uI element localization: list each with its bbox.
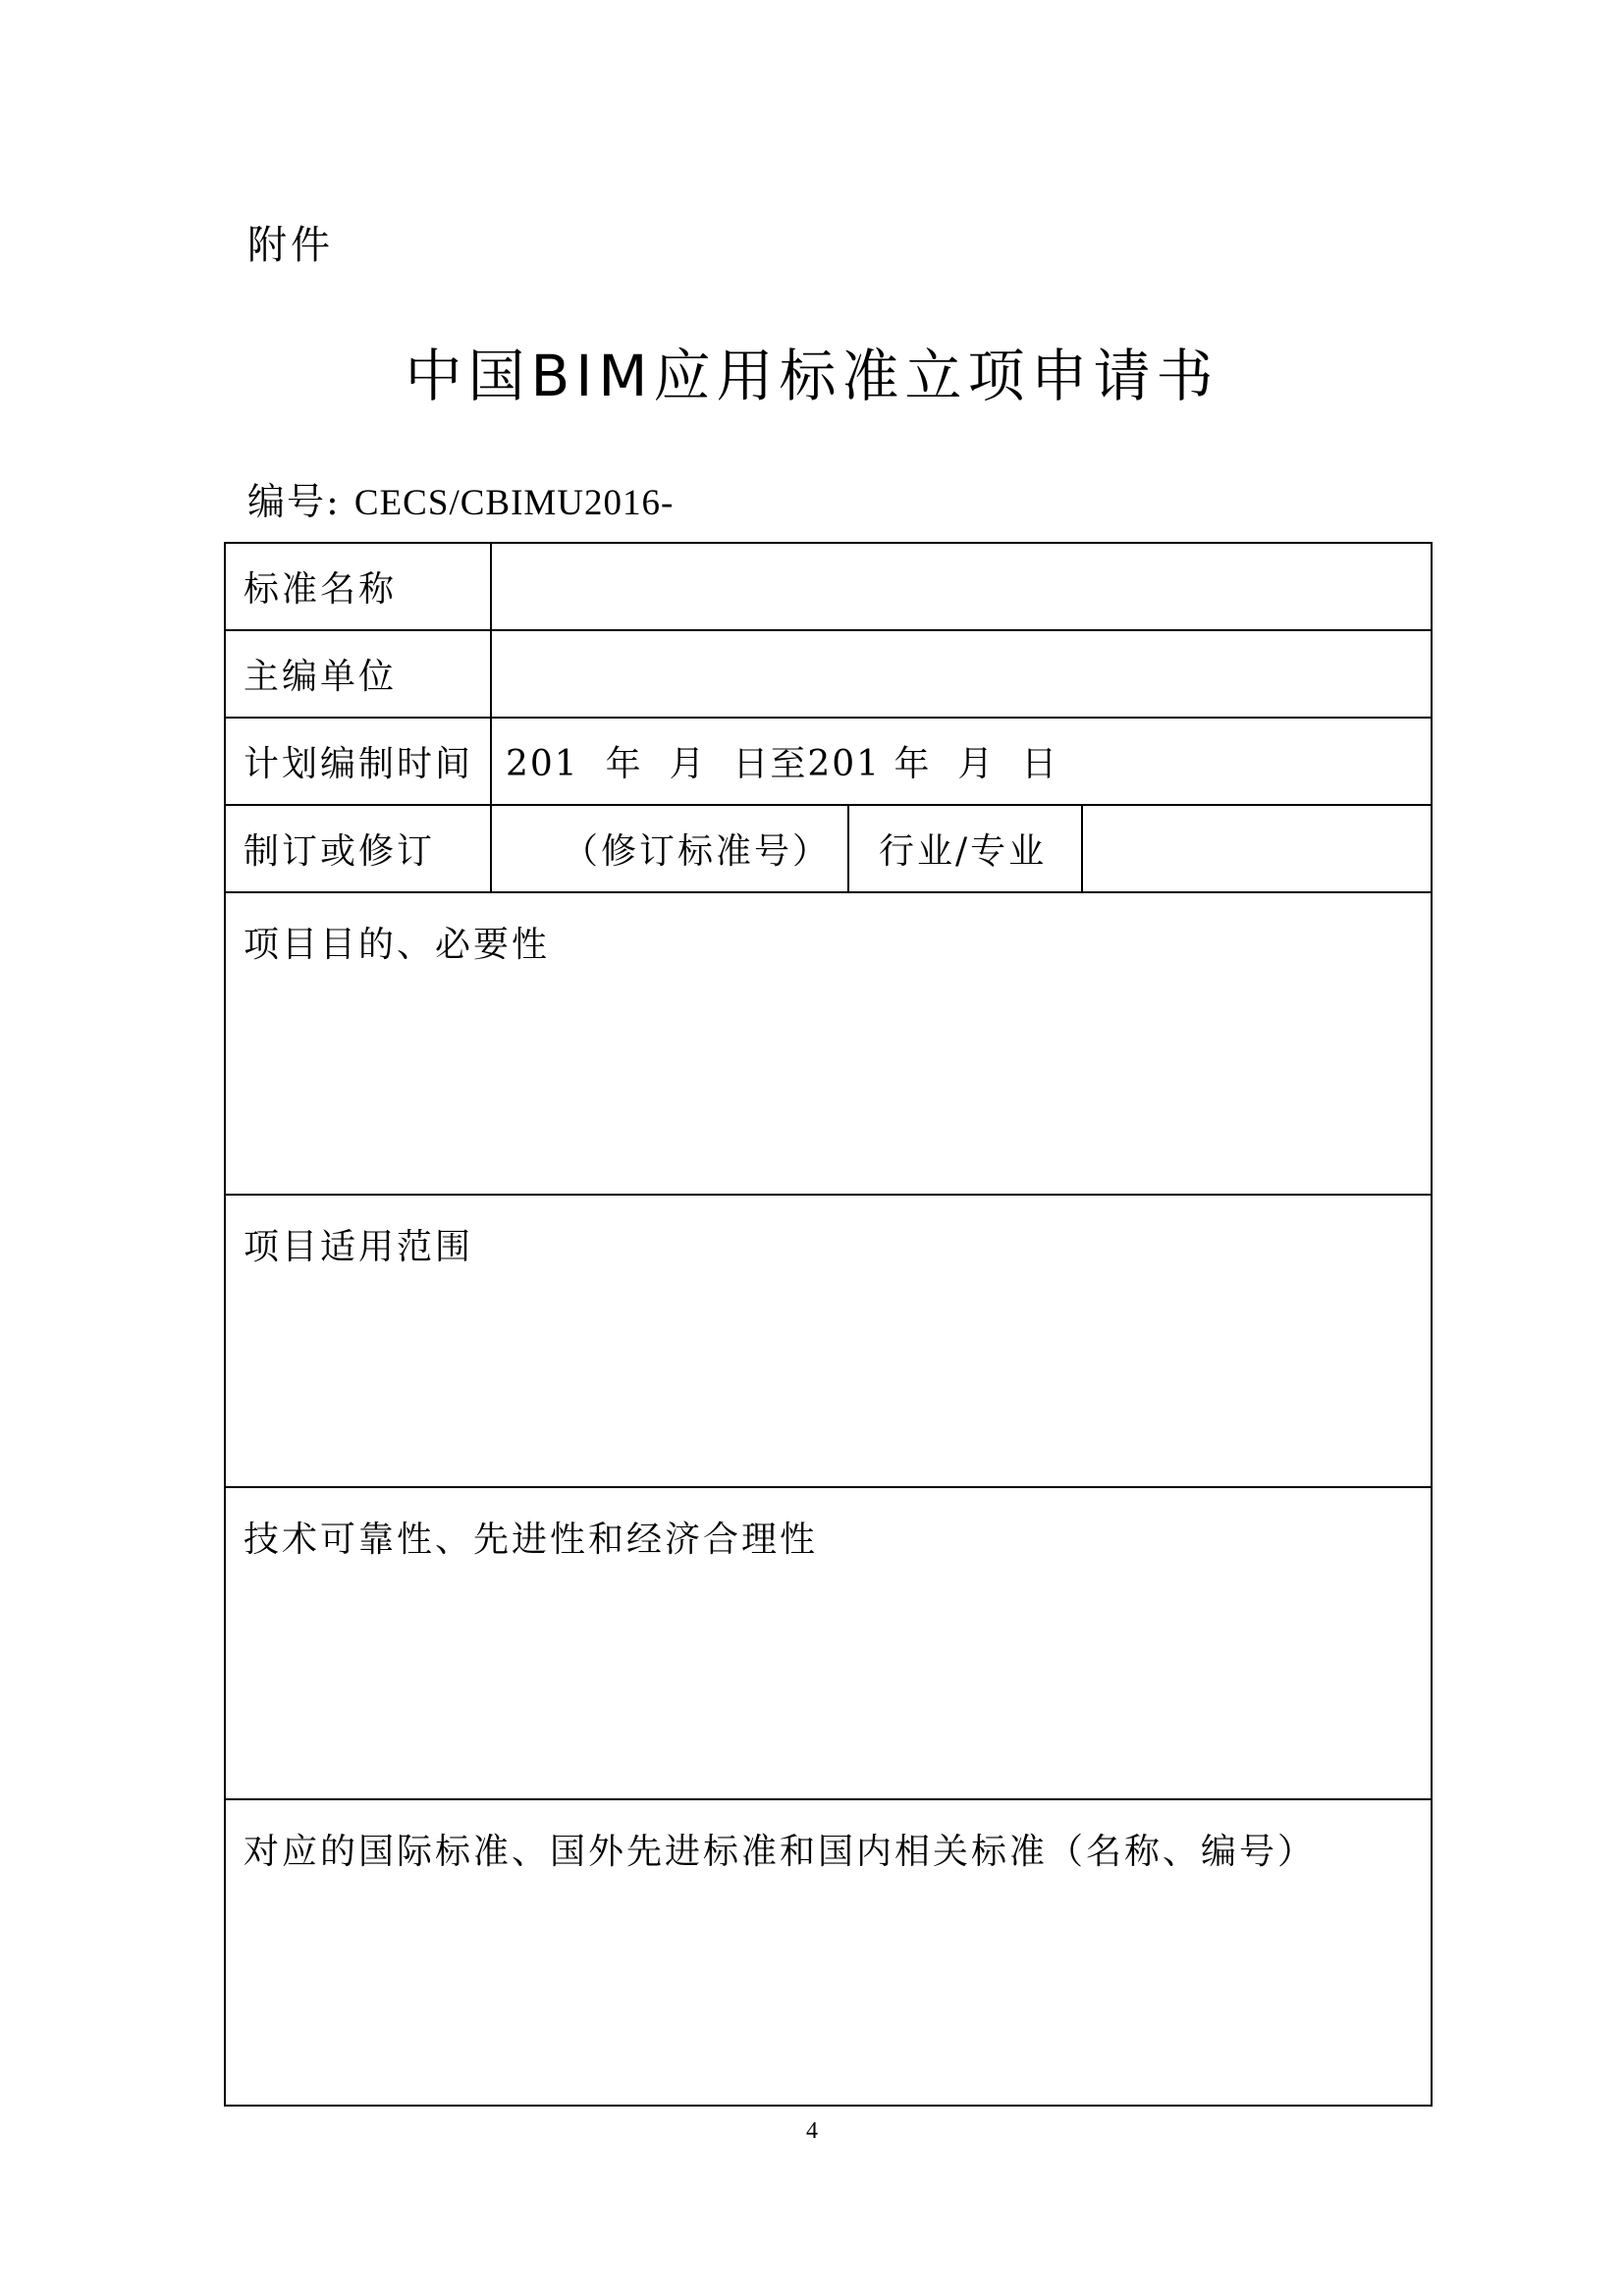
revise-label: 制订或修订 [244,831,436,872]
revise-standard-number-field[interactable] [492,806,849,891]
page-number: 4 [806,2118,818,2144]
section-technical[interactable] [226,1488,1431,1800]
industry-label-cell [849,806,1083,891]
revise-standard-number-note: （修订标准号） [563,831,832,872]
revise-label-cell [226,806,492,891]
row-chief-unit [226,631,1431,719]
number-value: CECS/CBIMU2016- [353,483,675,523]
related-standards-label: 对应的国际标准、国外先进标准和国内相关标准（名称、编号） [244,1832,1317,1872]
chief-unit-label: 主编单位 [244,657,398,697]
application-form-table [224,542,1433,2107]
number-label: 编号: [247,480,341,523]
standard-name-label-cell [226,544,492,629]
industry-label: 行业/专业 [879,831,1048,872]
attachment-label: 附件 [247,223,334,268]
technical-label: 技术可靠性、先进性和经济合理性 [244,1520,819,1560]
purpose-label: 项目目的、必要性 [244,925,551,965]
section-purpose[interactable] [226,893,1431,1196]
row-schedule [226,719,1431,806]
scope-label: 项目适用范围 [244,1227,474,1267]
industry-field[interactable] [1083,806,1431,891]
row-standard-name [226,544,1431,631]
schedule-label: 计划编制时间 [244,744,474,784]
schedule-value: 201 年 月 日至201 年 月 日 [506,744,1059,784]
chief-unit-label-cell [226,631,492,717]
page-title: 中国BIM应用标准立项申请书 [405,343,1219,409]
standard-name-field[interactable] [492,544,1431,629]
section-scope[interactable] [226,1196,1431,1488]
schedule-field[interactable] [492,719,1431,804]
standard-name-label: 标准名称 [244,569,398,610]
document-number [247,471,674,525]
schedule-label-cell [226,719,492,804]
section-related-standards[interactable] [226,1800,1431,2105]
chief-unit-field[interactable] [492,631,1431,717]
row-revise [226,806,1431,893]
